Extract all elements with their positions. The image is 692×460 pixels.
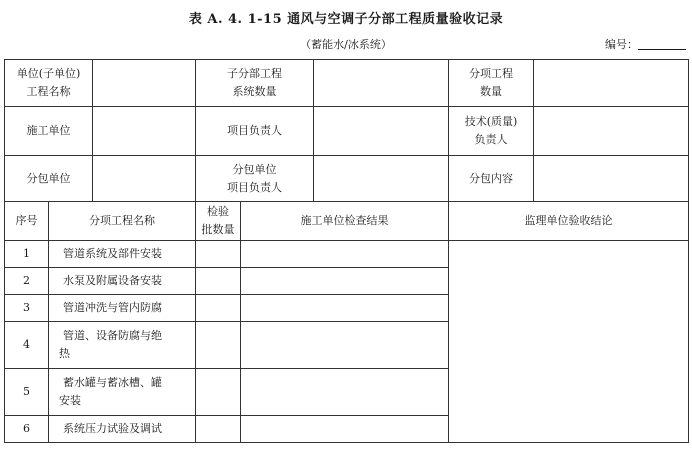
table-row — [5, 369, 689, 416]
col-no: 序号 — [5, 202, 49, 241]
row-accept-cell[interactable] — [449, 369, 689, 416]
row-no: 5 — [5, 369, 49, 416]
header-row-unit — [5, 60, 689, 107]
row-batch-cell[interactable] — [196, 416, 241, 443]
table-row — [5, 322, 689, 369]
subsystem-count-value[interactable] — [314, 60, 449, 107]
row-name: 系统压力试验及调试 — [49, 416, 196, 443]
row-batch-cell[interactable] — [196, 322, 241, 369]
row-batch-cell[interactable] — [196, 295, 241, 322]
row-check-cell[interactable] — [241, 268, 449, 295]
row-check-cell[interactable] — [241, 369, 449, 416]
col-batch: 检验 批数量 — [196, 202, 241, 241]
row-name: 管道系统及部件安装 — [49, 241, 196, 268]
row-no: 2 — [5, 268, 49, 295]
row-batch-cell[interactable] — [196, 241, 241, 268]
subcontractor-label: 分包单位 — [5, 156, 93, 202]
subsystem-count-label: 子分部工程 系统数量 — [196, 60, 314, 107]
row-name: 管道冲洗与管内防腐 — [49, 295, 196, 322]
header-row-contractor — [5, 107, 689, 156]
form-subtitle: （蓄能水/冰系统） — [300, 38, 392, 51]
sub-content-value[interactable] — [534, 156, 689, 202]
row-no: 4 — [5, 322, 49, 369]
col-name: 分项工程名称 — [49, 202, 196, 241]
sub-lead-label: 分包单位 项目负责人 — [196, 156, 314, 202]
row-check-cell[interactable] — [241, 416, 449, 443]
row-accept-cell[interactable] — [449, 241, 689, 268]
subitem-count-value[interactable] — [534, 60, 689, 107]
row-name: 水泵及附属设备安装 — [49, 268, 196, 295]
contractor-value[interactable] — [93, 107, 196, 156]
row-accept-cell[interactable] — [449, 322, 689, 369]
number-field[interactable] — [638, 49, 686, 50]
table-row — [5, 241, 689, 268]
col-accept: 监理单位验收结论 — [449, 202, 689, 241]
col-check: 施工单位检查结果 — [241, 202, 449, 241]
acceptance-table — [4, 59, 689, 443]
tech-lead-value[interactable] — [534, 107, 689, 156]
row-no: 1 — [5, 241, 49, 268]
row-name: 管道、设备防腐与绝 热 — [49, 322, 196, 369]
row-batch-cell[interactable] — [196, 268, 241, 295]
sub-lead-value[interactable] — [314, 156, 449, 202]
row-check-cell[interactable] — [241, 295, 449, 322]
subitem-count-label: 分项工程 数量 — [449, 60, 534, 107]
table-row — [5, 416, 689, 443]
project-lead-value[interactable] — [314, 107, 449, 156]
sub-content-label: 分包内容 — [449, 156, 534, 202]
project-lead-label: 项目负责人 — [196, 107, 314, 156]
header-row-subcontractor — [5, 156, 689, 202]
unit-name-label: 单位(子单位) 工程名称 — [5, 60, 93, 107]
row-accept-cell[interactable] — [449, 416, 689, 443]
unit-name-value[interactable] — [93, 60, 196, 107]
row-name: 蓄水罐与蓄冰槽、罐 安装 — [49, 369, 196, 416]
contractor-label: 施工单位 — [5, 107, 93, 156]
form-title: 表 A. 4. 1-15 通风与空调子分部工程质量验收记录 — [188, 12, 504, 27]
row-check-cell[interactable] — [241, 322, 449, 369]
row-accept-cell[interactable] — [449, 268, 689, 295]
subcontractor-value[interactable] — [93, 156, 196, 202]
row-no: 3 — [5, 295, 49, 322]
number-label: 编号： — [605, 38, 638, 51]
row-accept-cell[interactable] — [449, 295, 689, 322]
table-row — [5, 295, 689, 322]
column-header-row — [5, 202, 689, 241]
row-check-cell[interactable] — [241, 241, 449, 268]
table-row — [5, 268, 689, 295]
tech-lead-label: 技术(质量) 负责人 — [449, 107, 534, 156]
row-batch-cell[interactable] — [196, 369, 241, 416]
row-no: 6 — [5, 416, 49, 443]
